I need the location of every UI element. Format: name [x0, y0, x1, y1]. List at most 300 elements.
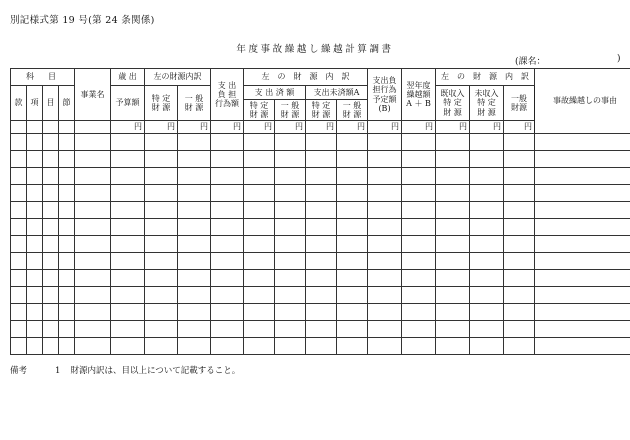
- table-cell[interactable]: [11, 236, 27, 253]
- table-cell[interactable]: [535, 134, 630, 151]
- table-cell[interactable]: [306, 134, 337, 151]
- table-cell[interactable]: [178, 185, 211, 202]
- table-cell[interactable]: [11, 185, 27, 202]
- table-cell[interactable]: [275, 304, 306, 321]
- table-cell[interactable]: [337, 270, 368, 287]
- section-name-label: (課名：: [515, 57, 546, 67]
- table-cell[interactable]: [111, 236, 145, 253]
- table-cell[interactable]: [402, 270, 436, 287]
- table-cell[interactable]: [535, 304, 630, 321]
- table-cell[interactable]: [43, 287, 59, 304]
- table-cell[interactable]: [402, 219, 436, 236]
- table-cell[interactable]: [436, 321, 470, 338]
- table-cell[interactable]: [75, 168, 111, 185]
- table-cell[interactable]: [11, 134, 27, 151]
- table-cell[interactable]: [504, 219, 535, 236]
- table-cell[interactable]: [368, 134, 402, 151]
- table-cell[interactable]: [244, 287, 275, 304]
- table-cell[interactable]: [368, 270, 402, 287]
- table-cell[interactable]: [436, 202, 470, 219]
- table-cell[interactable]: [337, 134, 368, 151]
- table-cell[interactable]: [11, 304, 27, 321]
- kamoku-header: 科 目: [11, 69, 75, 86]
- table-cell[interactable]: [211, 287, 244, 304]
- table-cell[interactable]: [470, 321, 504, 338]
- table-cell[interactable]: [111, 185, 145, 202]
- table-row: [11, 219, 630, 236]
- unit-label: 円: [368, 121, 402, 134]
- table-cell[interactable]: [43, 321, 59, 338]
- table-cell[interactable]: [275, 236, 306, 253]
- table-cell[interactable]: [306, 287, 337, 304]
- table-cell[interactable]: [75, 202, 111, 219]
- table-cell[interactable]: [368, 304, 402, 321]
- table-cell[interactable]: [211, 168, 244, 185]
- table-cell[interactable]: [368, 185, 402, 202]
- unit-label: 円: [436, 121, 470, 134]
- table-cell[interactable]: [145, 202, 178, 219]
- table-cell[interactable]: [178, 168, 211, 185]
- table-cell[interactable]: [211, 236, 244, 253]
- table-cell[interactable]: [43, 236, 59, 253]
- table-cell[interactable]: [402, 287, 436, 304]
- ko-cell: [27, 121, 43, 134]
- table-cell[interactable]: [178, 253, 211, 270]
- table-cell[interactable]: [306, 151, 337, 168]
- table-cell[interactable]: [504, 321, 535, 338]
- table-cell[interactable]: [75, 151, 111, 168]
- table-cell[interactable]: [436, 134, 470, 151]
- table-cell[interactable]: [244, 270, 275, 287]
- table-cell[interactable]: [306, 202, 337, 219]
- setsu-header: 節: [59, 86, 75, 121]
- table-cell[interactable]: [145, 185, 178, 202]
- unit-label: 円: [504, 121, 535, 134]
- table-cell[interactable]: [111, 134, 145, 151]
- moku-cell: [43, 121, 59, 134]
- table-cell[interactable]: [27, 219, 43, 236]
- table-cell[interactable]: [470, 253, 504, 270]
- table-cell[interactable]: [244, 134, 275, 151]
- table-cell[interactable]: [43, 219, 59, 236]
- table-cell[interactable]: [43, 202, 59, 219]
- table-cell[interactable]: [337, 287, 368, 304]
- table-cell[interactable]: [368, 236, 402, 253]
- tokutei-zaigen-3: 特 定 財 源: [306, 100, 337, 121]
- table-cell[interactable]: [504, 202, 535, 219]
- table-cell[interactable]: [535, 202, 630, 219]
- table-cell[interactable]: [244, 338, 275, 355]
- section-name-close: ): [617, 54, 621, 64]
- table-cell[interactable]: [535, 287, 630, 304]
- table-cell[interactable]: [368, 168, 402, 185]
- table-cell[interactable]: [337, 253, 368, 270]
- table-cell[interactable]: [306, 219, 337, 236]
- table-cell[interactable]: [402, 134, 436, 151]
- table-cell[interactable]: [111, 151, 145, 168]
- remarks-number: 1: [55, 366, 61, 376]
- table-cell[interactable]: [504, 253, 535, 270]
- table-cell[interactable]: [111, 270, 145, 287]
- table-cell[interactable]: [470, 219, 504, 236]
- moku-header: 目: [43, 86, 59, 121]
- table-cell[interactable]: [75, 253, 111, 270]
- table-cell[interactable]: [43, 338, 59, 355]
- unit-label: 円: [337, 121, 368, 134]
- table-cell[interactable]: [504, 270, 535, 287]
- table-cell[interactable]: [337, 168, 368, 185]
- table-cell[interactable]: [306, 253, 337, 270]
- table-cell[interactable]: [178, 338, 211, 355]
- table-cell[interactable]: [11, 219, 27, 236]
- table-cell[interactable]: [244, 253, 275, 270]
- unit-label: 円: [275, 121, 306, 134]
- unit-label: 円: [145, 121, 178, 134]
- kan-cell: [11, 121, 27, 134]
- table-cell[interactable]: [275, 338, 306, 355]
- table-cell[interactable]: [27, 236, 43, 253]
- table-cell[interactable]: [27, 185, 43, 202]
- table-row: [11, 287, 630, 304]
- left-zaigen-header-3: 左 の 財 源 内 訳: [436, 69, 535, 86]
- table-cell[interactable]: [75, 287, 111, 304]
- table-cell[interactable]: [178, 321, 211, 338]
- table-cell[interactable]: [436, 151, 470, 168]
- table-cell[interactable]: [211, 270, 244, 287]
- table-cell[interactable]: [27, 134, 43, 151]
- carryover-calculation-table: [10, 68, 630, 355]
- left-zaigen-header-2: 左 の 財 源 内 訳: [244, 69, 368, 86]
- table-cell[interactable]: [504, 236, 535, 253]
- table-cell[interactable]: [504, 151, 535, 168]
- table-cell[interactable]: [11, 270, 27, 287]
- table-cell[interactable]: [306, 321, 337, 338]
- remarks-text: 財源内訳は、目以上について記載すること。: [70, 366, 241, 376]
- table-cell[interactable]: [43, 304, 59, 321]
- table-cell[interactable]: [59, 287, 75, 304]
- table-cell[interactable]: [535, 253, 630, 270]
- table-cell[interactable]: [43, 270, 59, 287]
- table-cell[interactable]: [111, 304, 145, 321]
- yokunendo-header: 翌年度 繰越額 A ＋ B: [402, 69, 436, 121]
- table-cell[interactable]: [145, 338, 178, 355]
- table-cell[interactable]: [275, 134, 306, 151]
- table-cell[interactable]: [27, 202, 43, 219]
- table-cell[interactable]: [211, 304, 244, 321]
- table-cell[interactable]: [535, 321, 630, 338]
- table-cell[interactable]: [27, 338, 43, 355]
- table-cell[interactable]: [535, 219, 630, 236]
- table-cell[interactable]: [535, 338, 630, 355]
- table-cell[interactable]: [504, 338, 535, 355]
- table-cell[interactable]: [145, 151, 178, 168]
- table-cell[interactable]: [27, 287, 43, 304]
- unit-label: 円: [470, 121, 504, 134]
- table-cell[interactable]: [59, 168, 75, 185]
- table-cell[interactable]: [244, 168, 275, 185]
- table-cell[interactable]: [244, 304, 275, 321]
- table-cell[interactable]: [111, 219, 145, 236]
- table-cell[interactable]: [337, 185, 368, 202]
- table-cell[interactable]: [178, 287, 211, 304]
- table-cell[interactable]: [504, 287, 535, 304]
- table-cell[interactable]: [111, 168, 145, 185]
- jigyomei-header: 事業名: [75, 69, 111, 121]
- table-row: [11, 338, 630, 355]
- table-cell[interactable]: [470, 185, 504, 202]
- table-cell[interactable]: [59, 236, 75, 253]
- table-cell[interactable]: [368, 151, 402, 168]
- table-cell[interactable]: [27, 321, 43, 338]
- tokutei-zaigen-1: 特 定 財 源: [145, 86, 178, 121]
- table-cell[interactable]: [75, 219, 111, 236]
- table-cell[interactable]: [436, 236, 470, 253]
- table-cell[interactable]: [275, 253, 306, 270]
- table-cell[interactable]: [436, 185, 470, 202]
- table-cell[interactable]: [244, 236, 275, 253]
- table-cell[interactable]: [244, 185, 275, 202]
- table-cell[interactable]: [275, 321, 306, 338]
- table-cell[interactable]: [59, 338, 75, 355]
- table-cell[interactable]: [402, 236, 436, 253]
- table-cell[interactable]: [75, 321, 111, 338]
- table-cell[interactable]: [59, 304, 75, 321]
- table-cell[interactable]: [178, 270, 211, 287]
- table-cell[interactable]: [43, 185, 59, 202]
- table-cell[interactable]: [337, 202, 368, 219]
- table-cell[interactable]: [11, 338, 27, 355]
- mishunyu-header: 未収入 特 定 財 源: [470, 86, 504, 121]
- table-cell[interactable]: [27, 270, 43, 287]
- table-cell[interactable]: [43, 134, 59, 151]
- table-cell[interactable]: [43, 151, 59, 168]
- table-cell[interactable]: [504, 168, 535, 185]
- unit-label: 円: [111, 121, 145, 134]
- ippan-zaigen-3: 一 般 財 源: [337, 100, 368, 121]
- table-cell[interactable]: [59, 185, 75, 202]
- table-cell[interactable]: [59, 151, 75, 168]
- table-cell[interactable]: [244, 219, 275, 236]
- table-cell[interactable]: [275, 270, 306, 287]
- table-cell[interactable]: [436, 270, 470, 287]
- unit-label: 円: [211, 121, 244, 134]
- table-cell[interactable]: [470, 287, 504, 304]
- table-cell[interactable]: [75, 304, 111, 321]
- table-cell[interactable]: [111, 202, 145, 219]
- table-cell[interactable]: [11, 151, 27, 168]
- table-cell[interactable]: [402, 304, 436, 321]
- table-cell[interactable]: [470, 270, 504, 287]
- table-cell[interactable]: [306, 270, 337, 287]
- table-cell[interactable]: [11, 321, 27, 338]
- left-zaigen-header-1: 左の財源内訳: [145, 69, 211, 86]
- jiyu-header: 事故繰越しの事由: [535, 69, 630, 134]
- table-cell[interactable]: [337, 321, 368, 338]
- ippan-zaigen-2: 一 般 財 源: [275, 100, 306, 121]
- table-cell[interactable]: [368, 338, 402, 355]
- yosangaku-header: 予算額: [111, 86, 145, 121]
- table-cell[interactable]: [75, 236, 111, 253]
- table-cell[interactable]: [337, 304, 368, 321]
- table-cell[interactable]: [145, 321, 178, 338]
- table-cell[interactable]: [244, 202, 275, 219]
- table-cell[interactable]: [337, 219, 368, 236]
- table-cell[interactable]: [275, 202, 306, 219]
- unit-label: 円: [306, 121, 337, 134]
- table-cell[interactable]: [436, 304, 470, 321]
- table-cell[interactable]: [178, 134, 211, 151]
- table-cell[interactable]: [275, 185, 306, 202]
- table-cell[interactable]: [436, 168, 470, 185]
- table-cell[interactable]: [111, 287, 145, 304]
- table-cell[interactable]: [211, 253, 244, 270]
- table-cell[interactable]: [211, 185, 244, 202]
- table-cell[interactable]: [27, 253, 43, 270]
- table-row: [11, 236, 630, 253]
- table-cell[interactable]: [75, 134, 111, 151]
- table-cell[interactable]: [145, 219, 178, 236]
- table-cell[interactable]: [59, 321, 75, 338]
- table-cell[interactable]: [211, 219, 244, 236]
- table-cell[interactable]: [402, 185, 436, 202]
- table-cell[interactable]: [27, 168, 43, 185]
- table-cell[interactable]: [470, 202, 504, 219]
- table-cell[interactable]: [275, 219, 306, 236]
- saishutsu-header: 歳 出: [111, 69, 145, 86]
- table-cell[interactable]: [59, 202, 75, 219]
- table-row: [11, 304, 630, 321]
- table-row: [11, 202, 630, 219]
- table-cell[interactable]: [368, 287, 402, 304]
- ippan-zaigen-4: 一般 財源: [504, 86, 535, 121]
- table-cell[interactable]: [178, 219, 211, 236]
- table-cell[interactable]: [337, 236, 368, 253]
- table-cell[interactable]: [211, 321, 244, 338]
- table-cell[interactable]: [59, 253, 75, 270]
- table-cell[interactable]: [368, 321, 402, 338]
- table-cell[interactable]: [306, 168, 337, 185]
- ko-header: 項: [27, 86, 43, 121]
- table-cell[interactable]: [535, 270, 630, 287]
- table-cell[interactable]: [11, 253, 27, 270]
- table-cell[interactable]: [306, 338, 337, 355]
- table-cell[interactable]: [59, 219, 75, 236]
- table-cell[interactable]: [470, 304, 504, 321]
- table-cell[interactable]: [145, 134, 178, 151]
- unit-label: 円: [244, 121, 275, 134]
- unit-label: 円: [402, 121, 436, 134]
- table-cell[interactable]: [337, 338, 368, 355]
- table-cell[interactable]: [145, 270, 178, 287]
- table-cell[interactable]: [275, 287, 306, 304]
- table-cell[interactable]: [111, 338, 145, 355]
- table-row: [11, 168, 630, 185]
- table-cell[interactable]: [402, 253, 436, 270]
- table-cell[interactable]: [402, 338, 436, 355]
- table-cell[interactable]: [402, 202, 436, 219]
- table-cell[interactable]: [75, 270, 111, 287]
- table-row: [11, 253, 630, 270]
- table-cell[interactable]: [244, 321, 275, 338]
- table-cell[interactable]: [211, 202, 244, 219]
- table-cell[interactable]: [337, 151, 368, 168]
- kan-header: 款: [11, 86, 27, 121]
- table-cell[interactable]: [436, 253, 470, 270]
- table-cell[interactable]: [11, 287, 27, 304]
- form-number: 別記様式第 19 号(第 24 条関係): [10, 15, 155, 26]
- table-cell[interactable]: [402, 151, 436, 168]
- table-cell[interactable]: [145, 304, 178, 321]
- table-cell[interactable]: [436, 219, 470, 236]
- table-cell[interactable]: [178, 202, 211, 219]
- kishunyu-header: 既収入 特 定 財 源: [436, 86, 470, 121]
- table-cell[interactable]: [27, 304, 43, 321]
- table-cell[interactable]: [27, 151, 43, 168]
- table-cell[interactable]: [145, 168, 178, 185]
- table-cell[interactable]: [275, 151, 306, 168]
- table-cell[interactable]: [436, 287, 470, 304]
- table-cell[interactable]: [368, 219, 402, 236]
- table-cell[interactable]: [145, 253, 178, 270]
- table-cell[interactable]: [75, 338, 111, 355]
- table-cell[interactable]: [145, 287, 178, 304]
- table-cell[interactable]: [111, 321, 145, 338]
- table-cell[interactable]: [11, 168, 27, 185]
- table-row: [11, 321, 630, 338]
- table-cell[interactable]: [59, 270, 75, 287]
- table-cell[interactable]: [470, 151, 504, 168]
- table-cell[interactable]: [504, 185, 535, 202]
- table-cell[interactable]: [535, 168, 630, 185]
- table-cell[interactable]: [178, 304, 211, 321]
- table-cell[interactable]: [504, 304, 535, 321]
- table-cell[interactable]: [211, 151, 244, 168]
- table-cell[interactable]: [211, 134, 244, 151]
- shishutsu-mizumi-header: 支出未済額A: [306, 86, 368, 100]
- table-cell[interactable]: [535, 151, 630, 168]
- table-cell[interactable]: [470, 338, 504, 355]
- table-cell[interactable]: [178, 151, 211, 168]
- table-cell[interactable]: [470, 236, 504, 253]
- table-cell[interactable]: [111, 253, 145, 270]
- table-cell[interactable]: [43, 253, 59, 270]
- table-cell[interactable]: [535, 185, 630, 202]
- shishutsu-zumi-header: 支 出 済 額: [244, 86, 306, 100]
- table-cell[interactable]: [43, 168, 59, 185]
- table-cell[interactable]: [402, 168, 436, 185]
- table-cell[interactable]: [178, 236, 211, 253]
- table-cell[interactable]: [470, 134, 504, 151]
- table-cell[interactable]: [402, 321, 436, 338]
- table-cell[interactable]: [436, 338, 470, 355]
- table-cell[interactable]: [145, 236, 178, 253]
- table-cell[interactable]: [470, 168, 504, 185]
- table-cell[interactable]: [504, 134, 535, 151]
- table-cell[interactable]: [306, 185, 337, 202]
- table-cell[interactable]: [211, 338, 244, 355]
- table-cell[interactable]: [306, 236, 337, 253]
- table-cell[interactable]: [306, 304, 337, 321]
- table-row: [11, 270, 630, 287]
- table-cell[interactable]: [368, 202, 402, 219]
- table-cell[interactable]: [59, 134, 75, 151]
- table-cell[interactable]: [275, 168, 306, 185]
- table-cell[interactable]: [244, 151, 275, 168]
- table-cell[interactable]: [535, 236, 630, 253]
- table-cell[interactable]: [11, 202, 27, 219]
- table-cell[interactable]: [368, 253, 402, 270]
- table-cell[interactable]: [75, 185, 111, 202]
